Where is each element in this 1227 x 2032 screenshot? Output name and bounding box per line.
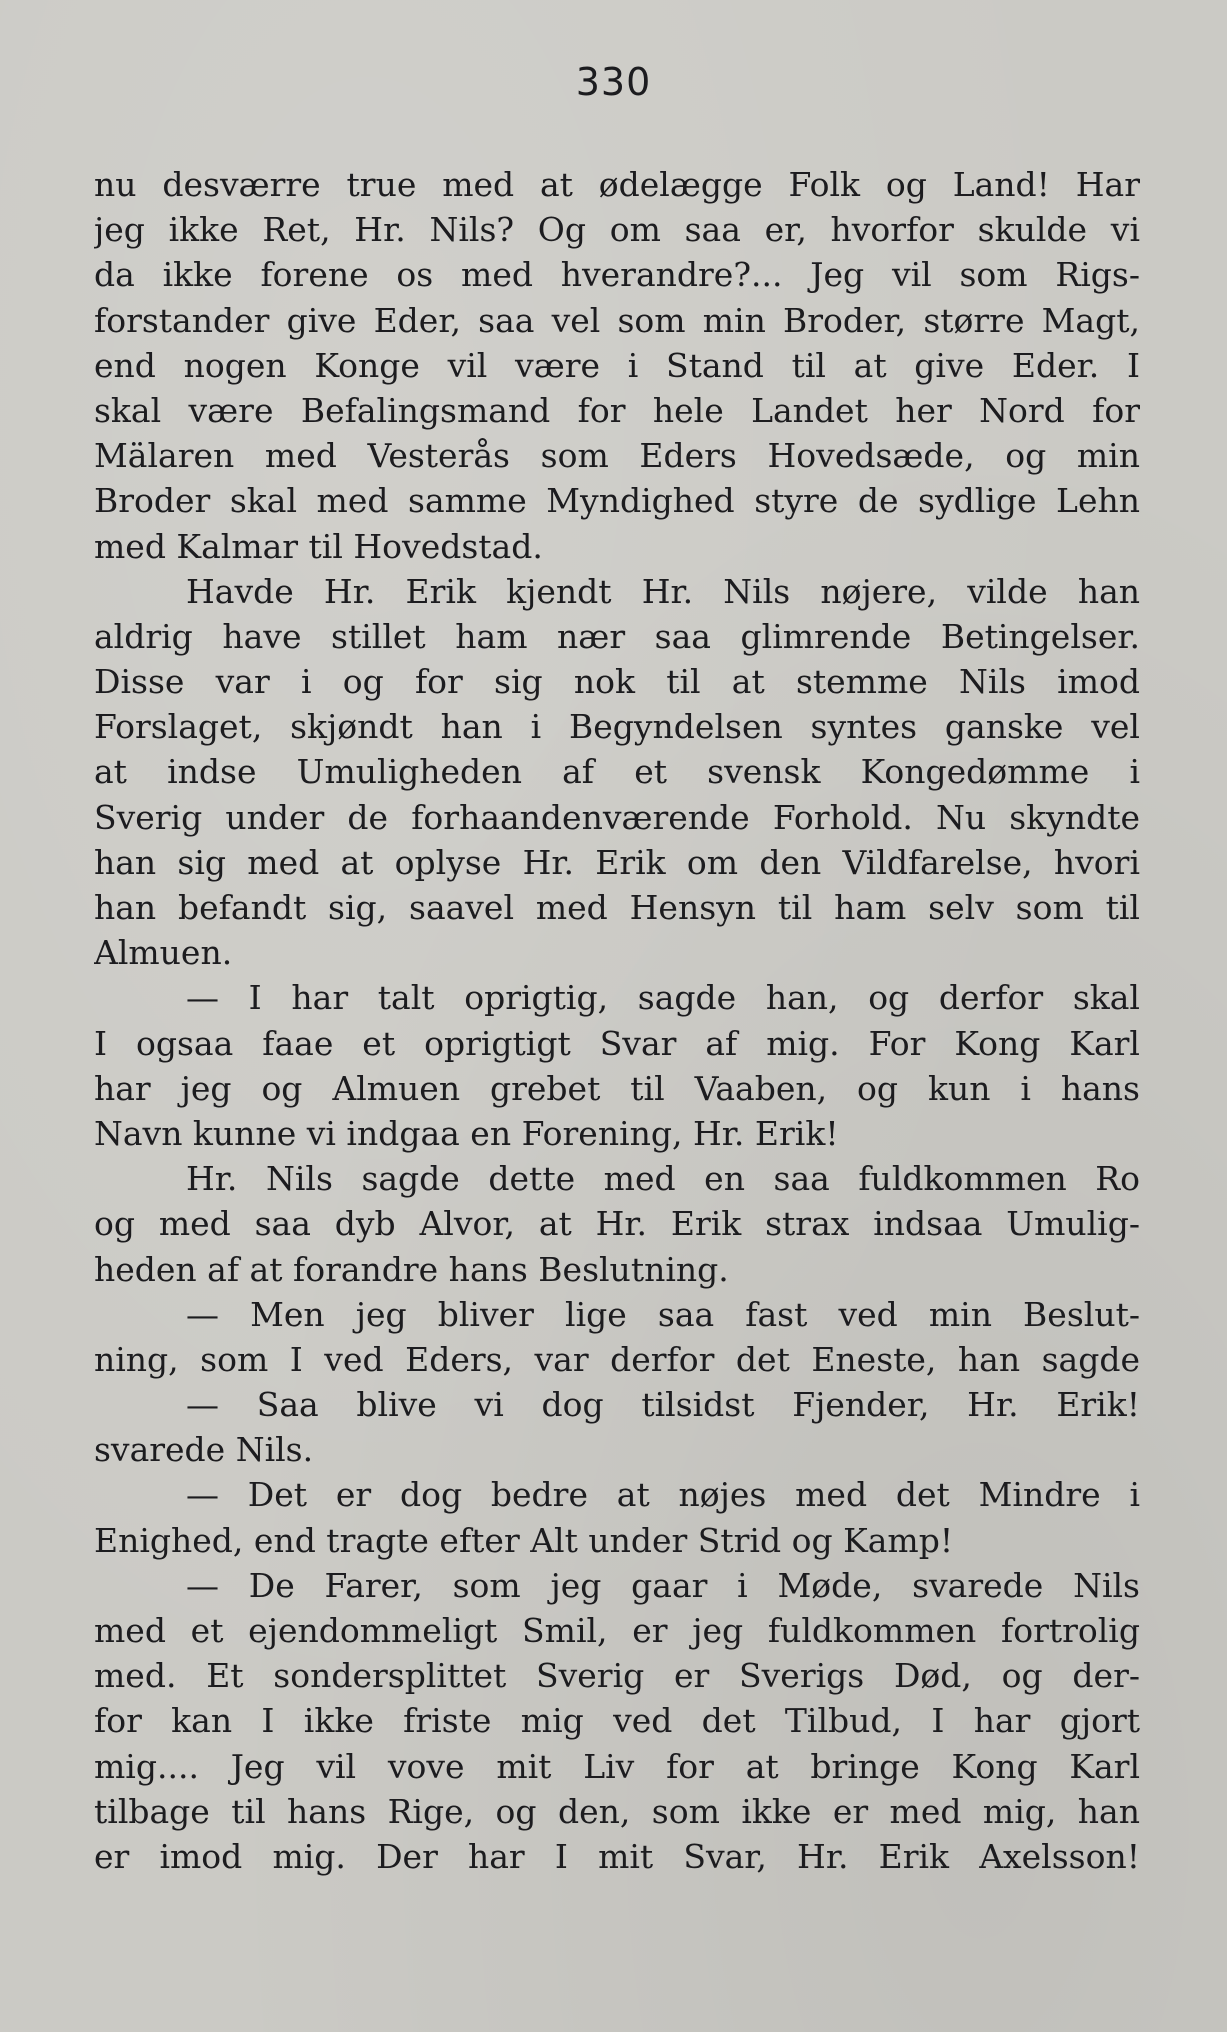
text-line: da ikke forene os med hverandre?... Jeg vil som Rigs- (94, 255, 1140, 295)
text-line: — Det er dog bedre at nøjes med det Mindre i (186, 1475, 1140, 1515)
text-line: I ogsaa faae et oprigtigt Svar af mig. For Kong Karl (94, 1023, 1140, 1063)
text-line: — I har talt oprigtig, sagde han, og derfor skal (186, 978, 1140, 1018)
page-number: 330 (575, 60, 652, 104)
text-line: Sverig under de forhaandenværende Forhold. Nu skyndte (94, 797, 1140, 837)
text-line: tilbage til hans Rige, og den, som ikke er med mig, han (94, 1791, 1140, 1831)
text-line: med Kalmar til Hovedstad. (94, 526, 543, 566)
text-line: heden af at forandre hans Beslutning. (94, 1249, 729, 1289)
text-line: med et ejendommeligt Smil, er jeg fuldkommen fortrolig (94, 1611, 1140, 1650)
text-line: — Men jeg bliver lige saa fast ved min Beslut- (186, 1294, 1140, 1334)
text-line: Almuen. (94, 933, 233, 973)
text-line: Mälaren med Vesterås som Eders Hovedsæde, og min (94, 436, 1140, 476)
text-line: Enighed, end tragte efter Alt under Strid og Kamp! (94, 1520, 954, 1560)
text-line: Forslaget, skjøndt han i Begyndelsen syntes ganske vel (94, 707, 1140, 747)
text-line: Havde Hr. Erik kjendt Hr. Nils nøjere, vilde han (186, 571, 1140, 611)
text-line: mig.... Jeg vil vove mit Liv for at bringe Kong Karl (94, 1746, 1140, 1786)
text-line: med. Et sondersplittet Sverig er Sverigs Død, og der- (94, 1656, 1140, 1696)
text-line: ning, som I ved Eders, var derfor det Eneste, han sagde (94, 1339, 1140, 1379)
text-line: — De Farer, som jeg gaar i Møde, svarede Nils (186, 1565, 1140, 1605)
text-line: forstander give Eder, saa vel som min Broder, større Magt, (94, 300, 1140, 340)
text-line: og med saa dyb Alvor, at Hr. Erik strax indsaa Umulig- (94, 1204, 1140, 1244)
text-line: jeg ikke Ret, Hr. Nils? Og om saa er, hvorfor skulde vi (94, 210, 1140, 250)
text-line: han sig med at oplyse Hr. Erik om den Vildfarelse, hvori (94, 842, 1140, 882)
text-line: skal være Befalingsmand for hele Landet her Nord for (94, 390, 1140, 430)
text-line: svarede Nils. (94, 1430, 314, 1470)
text-line: nu desværre true med at ødelægge Folk og Land! Har (94, 165, 1140, 204)
text-line: Hr. Nils sagde dette med en saa fuldkommen Ro (186, 1159, 1140, 1199)
text-line: han befandt sig, saavel med Hensyn til ham selv som til (94, 888, 1140, 927)
text-line: aldrig have stillet ham nær saa glimrende Betingelser. (94, 616, 1140, 656)
text-line: — Saa blive vi dog tilsidst Fjender, Hr. Erik! (186, 1385, 1140, 1425)
text-line: har jeg og Almuen grebet til Vaaben, og kun i hans (94, 1068, 1140, 1108)
text-line: Disse var i og for sig nok til at stemme Nils imod (94, 662, 1140, 702)
text-line: for kan I ikke friste mig ved det Tilbud, I har gjort (94, 1701, 1140, 1741)
body-text (94, 162, 1140, 1879)
text-line: er imod mig. Der har I mit Svar, Hr. Erik Axelsson! (94, 1836, 1140, 1876)
text-line: Broder skal med samme Myndighed styre de sydlige Lehn (94, 481, 1140, 521)
text-line: Navn kunne vi indgaa en Forening, Hr. Erik! (94, 1113, 839, 1153)
text-line: at indse Umuligheden af et svensk Kongedømme i (94, 752, 1140, 792)
text-line: end nogen Konge vil være i Stand til at give Eder. I (94, 345, 1140, 385)
